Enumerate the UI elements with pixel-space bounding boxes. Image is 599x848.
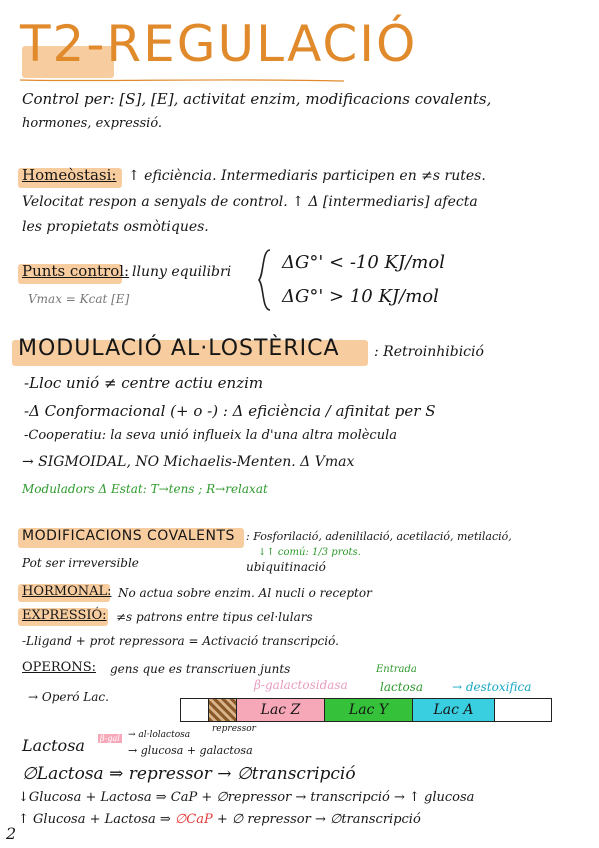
gene-lac-y: Lac Y [325, 699, 413, 721]
beta-galactosidase-annotation: β-galactosidasa [254, 678, 348, 692]
homeostasi-line-1: ↑ eficiència. Intermediaris participen en ≠s rutes. [128, 168, 486, 184]
expressio-line-2: -Lligand + prot repressora = Activació transcripció. [22, 634, 339, 648]
intro-line-2: hormones, expressió. [22, 116, 163, 131]
allosterica-suffix: : Retroinhibició [374, 344, 484, 360]
covalents-irreversible: Pot ser irreversible [22, 556, 139, 570]
operons-text: gens que es transcriuen junts [110, 662, 291, 676]
page-number: 2 [6, 824, 17, 843]
beta-gal-arrow-label: β-gal [100, 734, 120, 743]
allosterica-heading: MODULACIÓ AL·LOSTÈRICA [18, 336, 340, 361]
operon-operator [209, 699, 237, 721]
glucosa-galactosa-product: → glucosa + galactosa [128, 744, 253, 757]
hormonal-label: HORMONAL: [22, 584, 112, 599]
rule-high-glucose-c: + ∅ repressor → ∅transcripció [212, 812, 421, 827]
operon-lac-label: → Operó Lac. [28, 690, 109, 704]
allosterica-line-2: -Δ Conformacional (+ o -) : Δ eficiència / afinitat per S [24, 402, 436, 420]
operon-end [495, 699, 551, 721]
allosterica-line-5: Moduladors Δ Estat: T→tens ; R→relaxat [22, 482, 268, 496]
lactosa-annotation: lactosa [380, 680, 424, 694]
lactosa-label: Lactosa [22, 736, 85, 755]
destoxifica-annotation: → destoxifica [452, 680, 532, 694]
allosterica-line-4: → SIGMOIDAL, NO Michaelis-Menten. Δ Vmax [22, 454, 355, 470]
lac-operon-diagram [180, 698, 552, 722]
operons-label: OPERONS: [22, 660, 97, 675]
brace-icon [256, 248, 274, 312]
covalents-heading: MODIFICACIONS COVALENTS [22, 528, 235, 544]
rule-low-glucose: ↓Glucosa + Lactosa ⇒ CaP + ∅repressor → transcripció → ↑ glucosa [18, 790, 475, 805]
operon-promoter [181, 699, 209, 721]
homeostasi-label: Homeòstasi: [22, 166, 117, 184]
covalents-ubiquitinacio: ubiquitinació [246, 560, 326, 574]
expressio-text: ≠s patrons entre tipus cel·lulars [116, 610, 313, 624]
covalents-note: ↓↑ comú: 1/3 prots. [258, 547, 361, 558]
intro-line-1: Control per: [S], [E], activitat enzim, modificacions covalents, [22, 90, 492, 108]
expressio-label: EXPRESSIÓ: [22, 608, 107, 623]
allosterica-line-3: -Cooperatiu: la seva unió influeix la d'una altra molècula [24, 428, 397, 443]
covalents-text: : Fosforilació, adenililació, acetilació, metilació, [246, 530, 512, 543]
rule-no-lactose: ∅Lactosa ⇒ repressor → ∅transcripció [22, 764, 356, 784]
punts-control-label: Punts control: [22, 262, 130, 280]
title-underline [18, 76, 348, 84]
rule-high-glucose [18, 812, 421, 827]
punts-control-text: lluny equilibri [132, 264, 232, 280]
allolactosa-product: → al·lolactosa [128, 730, 191, 740]
gene-lac-z: Lac Z [237, 699, 325, 721]
rule-high-glucose-cap: ∅CaP [174, 812, 213, 827]
rule-high-glucose-a: ↑ Glucosa + Lactosa ⇒ [18, 812, 175, 827]
homeostasi-line-2: Velocitat respon a senyals de control. ↑ Δ [intermediaris] afecta [22, 194, 478, 210]
allosterica-line-1: -Lloc unió ≠ centre actiu enzim [24, 374, 264, 392]
homeostasi-line-3: les propietats osmòtiques. [22, 219, 209, 235]
entrada-annotation: Entrada [376, 664, 417, 675]
delta-g-positive: ΔG°' > 10 KJ/mol [282, 286, 439, 307]
delta-g-negative: ΔG°' < -10 KJ/mol [282, 252, 445, 273]
vmax-formula: Vmax = Kcat [E] [28, 292, 130, 306]
repressor-annotation: repressor [212, 724, 256, 734]
page-title: T2-REGULACIÓ [20, 15, 418, 73]
hormonal-text: No actua sobre enzim. Al nucli o receptor [118, 586, 372, 600]
gene-lac-a: Lac A [413, 699, 495, 721]
